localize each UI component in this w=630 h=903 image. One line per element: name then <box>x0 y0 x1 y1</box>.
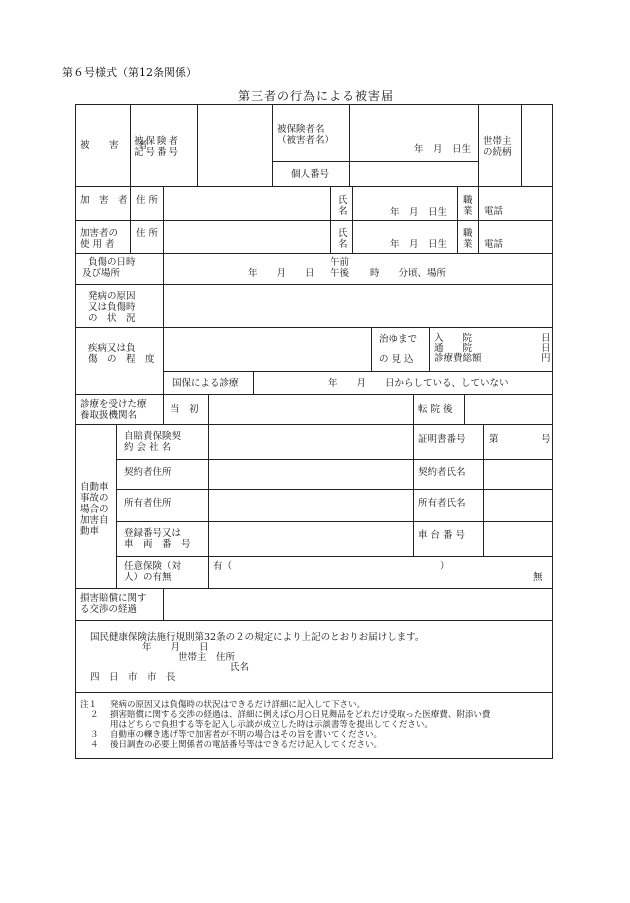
chassis-label: 車 台 番 号 <box>418 530 466 541</box>
perpetrator-job-label-2: 業 <box>463 206 473 217</box>
inpatient-label: 入 院 <box>434 333 473 344</box>
owner-name-field[interactable] <box>484 490 551 520</box>
employer-label-2: 使 用 者 <box>80 239 115 250</box>
healing-label: 治ゆまで <box>379 334 418 345</box>
certificate-label: 証明書番号 <box>418 434 466 445</box>
total-cost-label: 診療費総額 <box>434 353 482 364</box>
perpetrator-job-label: 職 <box>463 195 473 206</box>
injury-time-label: 負傷の日時 <box>88 257 136 268</box>
victim-name-label: （被害者名） <box>277 135 335 146</box>
owner-address-label: 所有者住所 <box>124 498 172 509</box>
outpatient-label: 通 院 <box>434 343 473 354</box>
head-name-label: 氏名 <box>230 662 250 673</box>
injury-time-place: 時 分頃、場所 <box>370 268 447 279</box>
severity-field[interactable] <box>164 328 370 370</box>
negotiation-label-2: る交渉の経過 <box>80 604 138 615</box>
form-number: 第６号様式（第12条関係） <box>62 66 197 79</box>
kokuho-label: 国保による診療 <box>172 378 239 389</box>
form-title: 第三者の行為による被害届 <box>238 89 395 103</box>
perpetrator-name-label: 氏 <box>338 195 348 206</box>
registration-label-2: 車 両 番 号 <box>124 539 191 550</box>
relation-label-2: の続柄 <box>483 147 512 158</box>
employer-address-field[interactable] <box>164 221 329 252</box>
contractor-address-label: 契約者住所 <box>124 467 172 478</box>
certificate-suffix: 号 <box>541 434 551 445</box>
perpetrator-address-field[interactable] <box>164 187 329 219</box>
injury-date: 年 月 日 <box>248 268 315 279</box>
insurer-field[interactable] <box>209 425 412 458</box>
cause-field[interactable] <box>164 285 551 326</box>
employer-name-label: 氏 <box>338 228 348 239</box>
contractor-name-field[interactable] <box>484 460 551 488</box>
employer-job-label: 職 <box>463 228 473 239</box>
initial-institution-label: 当 初 <box>170 404 199 415</box>
perpetrator-label: 加 害 者 <box>80 195 128 206</box>
employer-birthdate: 年 月 日生 <box>390 239 448 250</box>
victim-birthdate: 年 月 日生 <box>414 144 472 155</box>
victim-label: 被 害 者 <box>80 140 153 151</box>
insured-number-label: 記号番号 <box>134 147 181 158</box>
relation-field[interactable] <box>522 105 551 185</box>
employer-phone-label: 電話 <box>484 239 504 250</box>
insurer-label: 自賠責保険契 <box>124 431 182 442</box>
owner-address-field[interactable] <box>209 490 412 520</box>
insured-symbol-label: 被保険者 <box>134 136 181 147</box>
perpetrator-birthdate: 年 月 日生 <box>390 207 448 218</box>
negotiation-label: 損害賠償に関す <box>80 593 147 604</box>
cause-label-2: 又は負傷時 <box>88 302 136 313</box>
employer-label: 加害者の <box>80 228 119 239</box>
personal-number-field[interactable] <box>350 162 477 185</box>
optional-insurance-yes[interactable]: 有（ <box>213 561 233 572</box>
pm-label: 午後 <box>330 268 350 279</box>
insured-number-field[interactable] <box>198 105 271 185</box>
recipient: 四 日 市 市 長 <box>90 672 176 683</box>
optional-insurance-no[interactable]: 無 <box>533 572 543 583</box>
medical-institution-label: 診療を受けた療 <box>80 399 147 410</box>
head-address-label: 世帯主 住所 <box>178 652 236 663</box>
insured-name-label: 被保険者名 <box>277 124 325 135</box>
cause-label: 発病の原因 <box>88 291 136 302</box>
registration-field[interactable] <box>209 522 412 555</box>
initial-institution-field[interactable] <box>209 395 412 423</box>
employer-name-label-2: 名 <box>338 239 348 250</box>
chassis-field[interactable] <box>484 522 551 555</box>
certificate-prefix: 第 <box>489 434 499 445</box>
severity-label: 疾病又は負 <box>88 343 136 354</box>
relation-label: 世帯主 <box>483 136 512 147</box>
contractor-address-field[interactable] <box>209 460 412 488</box>
registration-label: 登録番号又は <box>124 528 182 539</box>
transfer-institution-field[interactable] <box>465 395 551 423</box>
outpatient-days-unit: 日 <box>541 343 551 354</box>
declaration-text: 国民健康保険法施行規則第32条の２の規定により上記のとおりお届けします。 <box>90 632 425 643</box>
employer-address-label: 住 所 <box>136 228 159 239</box>
perpetrator-phone-label: 電話 <box>484 206 504 217</box>
cause-label-3: の 状 況 <box>88 313 136 324</box>
employer-job-label-2: 業 <box>463 239 473 250</box>
kokuho-value: 年 月 日からしている、していない <box>328 378 509 389</box>
owner-name-label: 所有者氏名 <box>418 498 466 509</box>
healing-label-2: の 見 込 <box>379 354 414 365</box>
optional-insurance-label-2: 人）の有無 <box>124 572 172 583</box>
negotiation-field[interactable] <box>164 589 551 619</box>
severity-label-2: 傷 の 程 度 <box>88 354 155 365</box>
optional-insurance-label: 任意保険（対 <box>124 561 182 572</box>
transfer-institution-label: 転 院 後 <box>418 404 453 415</box>
injury-place-label: 及び場所 <box>82 268 121 279</box>
optional-insurance-close: ） <box>440 561 450 572</box>
insurer-label-2: 約 会 社 名 <box>124 442 172 453</box>
declaration-date: 年 月 日 <box>142 642 209 653</box>
perpetrator-name-label-2: 名 <box>338 206 348 217</box>
inpatient-days-unit: 日 <box>541 333 551 344</box>
perpetrator-address-label: 住 所 <box>136 195 159 206</box>
personal-number-label: 個人番号 <box>291 169 330 180</box>
medical-institution-label-2: 養取扱機関名 <box>80 410 138 421</box>
contractor-name-label: 契約者氏名 <box>418 467 466 478</box>
am-label: 午前 <box>330 257 350 268</box>
total-cost-unit: 円 <box>541 353 551 364</box>
